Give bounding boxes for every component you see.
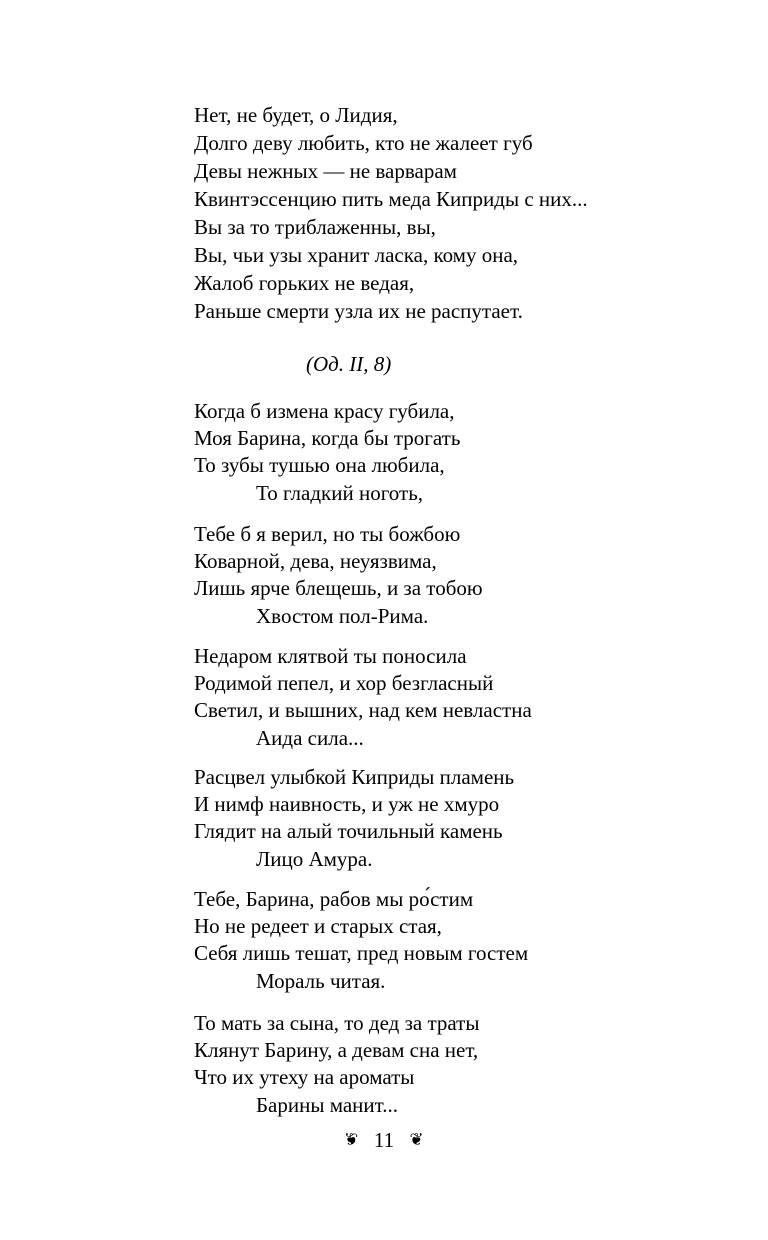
poem-line: Но не редеет и старых стая,	[194, 914, 442, 938]
ornament-left-icon: ❦	[344, 1130, 359, 1149]
poem-line-indented: Хвостом пол-Рима.	[256, 604, 429, 628]
poem-line: То зубы тушью она любила,	[194, 453, 445, 477]
poem-line: Недаром клятвой ты поносила	[194, 644, 467, 668]
poem-line: Когда б измена красу губила,	[194, 399, 455, 423]
poem-line: Тебе, Барина, рабов мы ро́стим	[194, 887, 474, 911]
poem-line: Нет, не будет, о Лидия,	[194, 103, 398, 127]
ode-heading: (Од. II, 8)	[306, 352, 392, 376]
poem-line: Квинтэссенцию пить меда Киприды с них...	[194, 187, 588, 211]
poem-line: Расцвел улыбкой Киприды пламень	[194, 765, 515, 789]
poem-line-indented: Мораль читая.	[256, 969, 386, 993]
poem-line: Долго деву любить, кто не жалеет губ	[194, 131, 533, 155]
ornament-right-icon: ❦	[409, 1130, 424, 1149]
poem-line: Тебе б я верил, но ты божбою	[194, 522, 461, 546]
poem-line: Себя лишь тешат, пред новым гостем	[194, 941, 529, 965]
poem-line: Светил, и вышних, над кем невластна	[194, 698, 532, 722]
poem-line: Коварной, дева, неуязвима,	[194, 549, 437, 573]
poem-line: И нимф наивность, и уж не хмуро	[194, 792, 500, 816]
poem-line-indented: Аида сила...	[256, 726, 364, 750]
poem-line: Раньше смерти узла их не распутает.	[194, 299, 523, 323]
poem-line: Родимой пепел, и хор безгласный	[194, 671, 494, 695]
poem-line: Вы за то триблаженны, вы,	[194, 215, 436, 239]
poem-line-indented: Лицо Амура.	[256, 847, 373, 871]
poem-line: Глядит на алый точильный камень	[194, 819, 503, 843]
poem-line: Лишь ярче блещешь, и за тобою	[194, 576, 483, 600]
poem-line: То мать за сына, то дед за траты	[194, 1011, 480, 1035]
poem-line: Вы, чьи узы хранит ласка, кому она,	[194, 243, 519, 267]
page-number: 11	[373, 1128, 395, 1152]
poem-line: Моя Барина, когда бы трогать	[194, 426, 461, 450]
poem-line-indented: То гладкий ноготь,	[256, 481, 424, 505]
poem-line: Жалоб горьких не ведая,	[194, 271, 415, 295]
poem-line: Девы нежных — не варварам	[194, 159, 457, 183]
poem-line: Что их утеху на ароматы	[194, 1065, 415, 1089]
poem-line-indented: Барины манит...	[256, 1093, 399, 1117]
poem-line: Клянут Барину, а девам сна нет,	[194, 1038, 479, 1062]
page-footer	[0, 1128, 768, 1153]
